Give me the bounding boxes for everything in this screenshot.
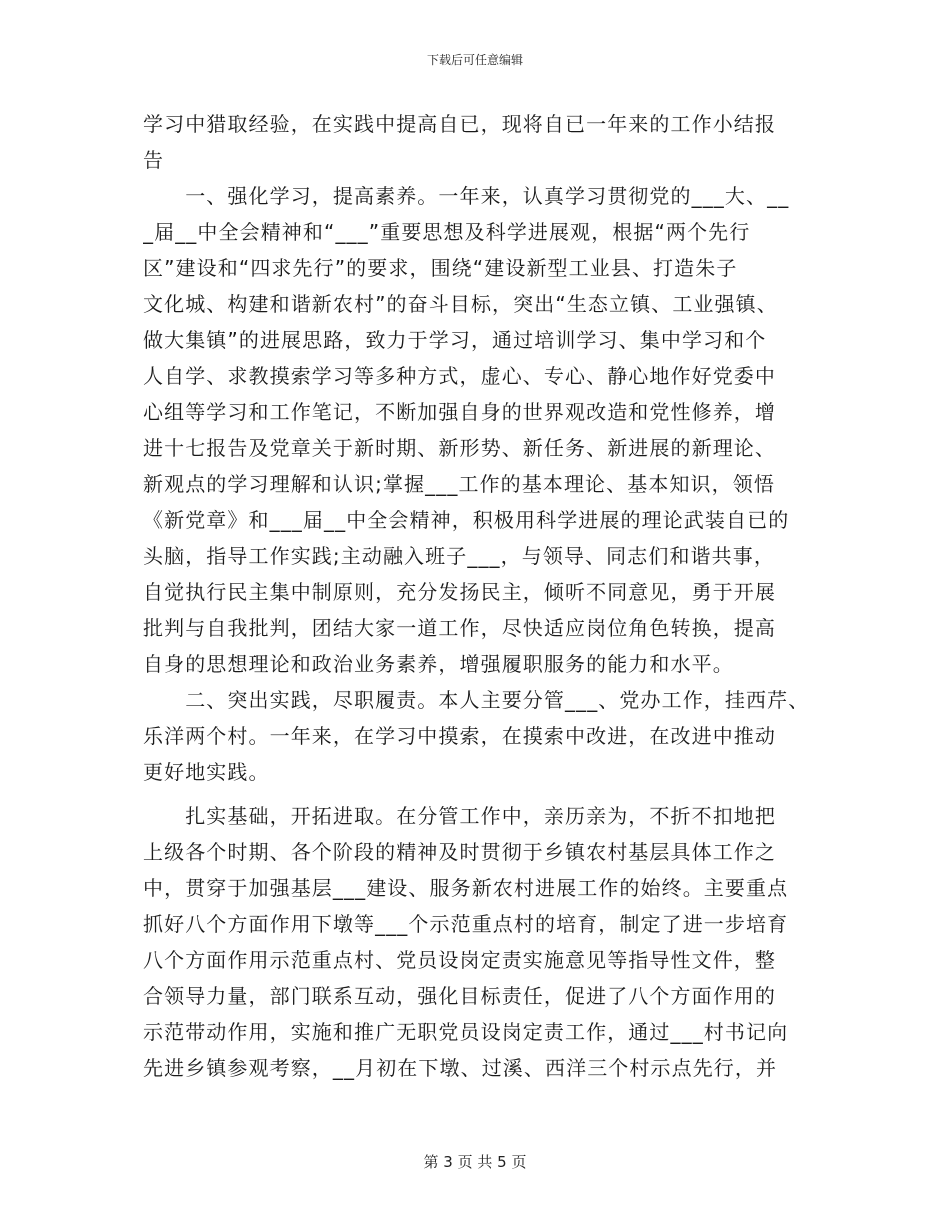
text-line: 中，贯穿于加强基层___建设、服务新农村进展工作的始终。主要重点: [143, 876, 789, 900]
page-header: 下载后可任意编辑: [426, 53, 523, 67]
text-line: 抓好八个方面作用下墩等___个示范重点村的培育，制定了进一步培育: [143, 912, 789, 936]
text-line: 批判与自我批判，团结大家一道工作，尽快适应岗位角色转换，提高: [143, 616, 776, 640]
text-line: 扎实基础，开拓进取。在分管工作中，亲历亲为，不折不扣地把: [143, 804, 776, 828]
text-line: 学习中猎取经验，在实践中提高自已，现将自已一年来的工作小结报: [143, 112, 776, 136]
text-line: 一、强化学习，提高素养。一年来，认真学习贯彻党的___大、__: [143, 184, 790, 208]
text-line: 文化城、构建和谐新农村”的奋斗目标，突出“生态立镇、工业强镇、: [143, 292, 778, 316]
paragraph-gap: [143, 790, 815, 798]
text-line: 合领导力量，部门联系互动，强化目标责任，促进了八个方面作用的: [143, 984, 776, 1008]
text-line: 乐洋两个村。一年来，在学习中摸索，在摸索中改进，在改进中推动: [143, 724, 776, 748]
text-line: 人自学、求教摸索学习等多种方式，虚心、专心、静心地作好党委中: [143, 364, 776, 388]
text-line: 新观点的学习理解和认识;掌握___工作的基本理论、基本知识，领悟: [143, 472, 775, 496]
text-line: 告: [143, 148, 165, 172]
text-line: 自觉执行民主集中制原则，充分发扬民主，倾听不同意见，勇于开展: [143, 580, 776, 604]
text-line: 上级各个时期、各个阶段的精神及时贯彻于乡镇农村基层具体工作之: [143, 840, 776, 864]
text-line: 更好地实践。: [143, 760, 270, 784]
text-line: 做大集镇”的进展思路，致力于学习，通过培训学习、集中学习和个: [143, 328, 767, 352]
text-line: 八个方面作用示范重点村、党员设岗定责实施意见等指导性文件，整: [143, 948, 776, 972]
text-line: _届__中全会精神和“___”重要思想及科学进展观，根据“两个先行: [143, 220, 751, 244]
text-line: 《新党章》和___届__中全会精神，积极用科学进展的理论武装自已的: [143, 508, 790, 532]
text-line: 先进乡镇参观考察，__月初在下墩、过溪、西洋三个村示点先行，并: [143, 1056, 778, 1080]
text-line: 区”建设和“四求先行”的要求，围绕“建设新型工业县、打造朱子: [143, 256, 738, 280]
text-line: 心组等学习和工作笔记，不断加强自身的世界观改造和党性修养，增: [143, 400, 776, 424]
text-line: 示范带动作用，实施和推广无职党员设岗定责工作，通过___村书记向: [143, 1020, 789, 1044]
text-line: 进十七报告及党章关于新时期、新形势、新任务、新进展的新理论、: [143, 436, 776, 460]
text-line: 自身的思想理论和政治业务素养，增强履职服务的能力和水平。: [143, 652, 734, 676]
page-number: 第 3 页 共 5 页: [423, 1153, 527, 1171]
document-body: [143, 106, 815, 1086]
text-line: 二、突出实践，尽职履责。本人主要分管___、党办工作，挂西芹、: [143, 688, 810, 712]
text-line: 头脑，指导工作实践;主动融入班子___，与领导、同志们和谐共事，: [143, 544, 775, 568]
